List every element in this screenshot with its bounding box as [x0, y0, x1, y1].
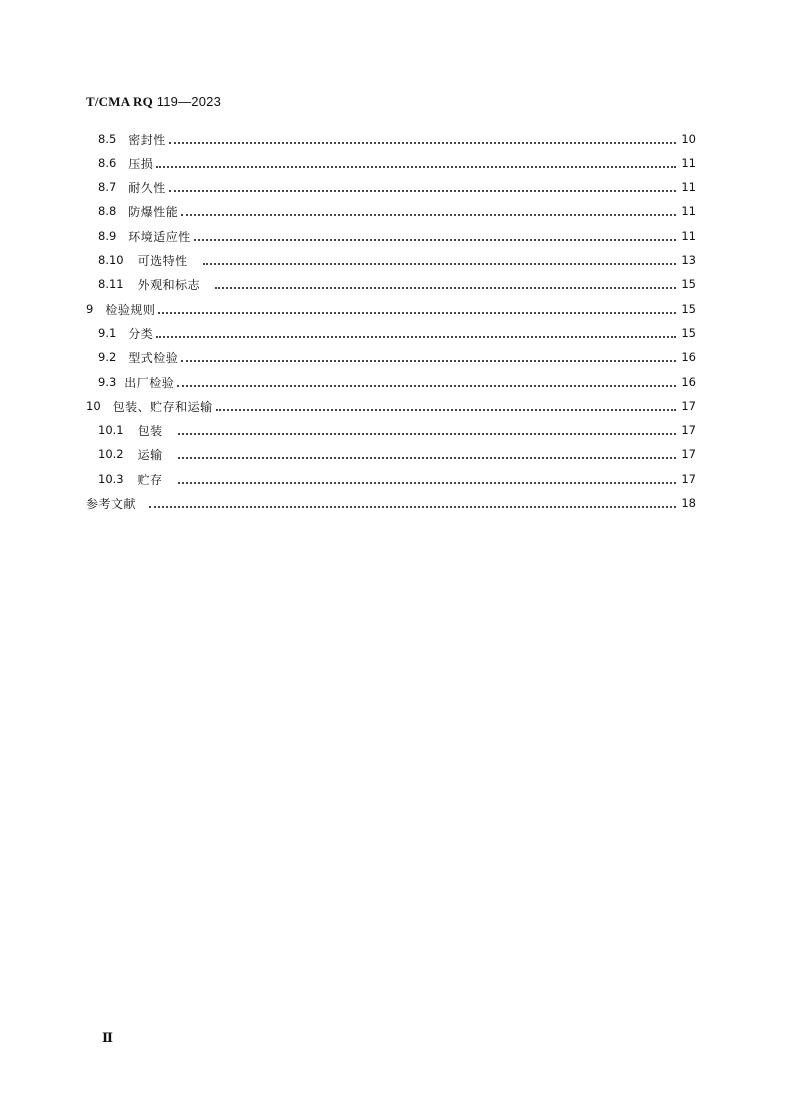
toc-title: 耐久性	[128, 180, 166, 195]
toc-entry-9[interactable]	[86, 299, 696, 319]
toc-entry-8-10[interactable]	[98, 250, 696, 270]
toc-title: 检验规则	[105, 302, 156, 317]
toc-number: 9.2	[98, 350, 117, 364]
toc-number: 8.6	[98, 156, 117, 170]
toc-title: 参考文献	[86, 496, 137, 511]
toc-leader	[158, 311, 676, 314]
document-code-number: 119—2023	[152, 94, 222, 109]
toc-leader	[178, 481, 676, 484]
toc-number: 8.7	[98, 180, 117, 194]
toc-page-number: 11	[681, 204, 696, 218]
toc-number: 10.1	[98, 423, 124, 437]
toc-page-number: 11	[681, 156, 696, 170]
toc-number: 8.8	[98, 204, 117, 218]
toc-entry-8-9[interactable]	[98, 226, 696, 246]
toc-number: 8.5	[98, 132, 117, 146]
toc-entry-10-1[interactable]	[98, 420, 696, 440]
toc-entry-8-7[interactable]	[98, 177, 696, 197]
toc-number: 9	[86, 302, 94, 316]
toc-entry-8-6[interactable]	[98, 153, 696, 173]
toc-number: 8.10	[98, 253, 124, 267]
toc-entry-10-2[interactable]	[98, 444, 696, 464]
toc-entry-bibliography[interactable]	[86, 493, 696, 513]
toc-leader	[178, 432, 676, 435]
toc-number: 10.3	[98, 472, 124, 486]
toc-number: 10	[86, 399, 101, 413]
toc-entry-8-11[interactable]	[98, 274, 696, 294]
toc-page-number: 17	[681, 423, 696, 437]
toc-entry-9-3[interactable]	[98, 372, 696, 392]
toc-title: 压损	[128, 156, 154, 171]
toc-leader	[215, 286, 676, 289]
toc-leader	[216, 408, 676, 411]
toc-page-number: 17	[681, 399, 696, 413]
toc-entry-8-5[interactable]	[98, 129, 696, 149]
toc-entry-10-3[interactable]	[98, 469, 696, 489]
toc-page-number: 15	[681, 277, 696, 291]
toc-number: 8.11	[98, 277, 124, 291]
toc-title: 包装、贮存和运输	[112, 399, 213, 414]
toc-page-number: 16	[681, 375, 696, 389]
toc-title: 贮存	[137, 472, 163, 487]
page-number: Ⅱ	[102, 1030, 113, 1045]
toc-number: 10.2	[98, 447, 124, 461]
toc-page-number: 13	[681, 253, 696, 267]
toc-entry-9-2[interactable]	[98, 347, 696, 367]
toc-leader	[149, 505, 676, 508]
toc-page-number: 15	[681, 326, 696, 340]
toc-page-number: 11	[681, 229, 696, 243]
toc-leader	[169, 189, 676, 192]
toc-page-number: 16	[681, 350, 696, 364]
document-code	[86, 94, 221, 110]
toc-page-number: 15	[681, 302, 696, 316]
toc-leader	[156, 165, 676, 168]
toc-title: 型式检验	[128, 350, 179, 365]
toc-title: 出厂检验	[124, 375, 175, 390]
toc-page-number: 10	[681, 132, 696, 146]
toc-title: 环境适应性	[128, 229, 191, 244]
toc-entry-10[interactable]	[86, 396, 696, 416]
document-code-prefix: T/CMA RQ	[86, 94, 153, 109]
toc-leader	[178, 456, 676, 459]
toc-leader	[203, 262, 676, 265]
toc-entry-8-8[interactable]	[98, 201, 696, 221]
toc-title: 分类	[128, 326, 154, 341]
toc-title: 防爆性能	[128, 204, 179, 219]
toc-page-number: 11	[681, 180, 696, 194]
toc-title: 包装	[137, 423, 163, 438]
toc-entry-9-1[interactable]	[98, 323, 696, 343]
toc-number: 9.1	[98, 326, 117, 340]
toc-page-number: 17	[681, 447, 696, 461]
toc-title: 密封性	[128, 132, 166, 147]
toc-leader	[181, 359, 676, 362]
toc-page-number: 18	[681, 496, 696, 510]
toc-leader	[181, 213, 676, 216]
toc-title: 运输	[137, 447, 163, 462]
toc-leader	[194, 238, 676, 241]
toc-leader	[156, 335, 676, 338]
toc-title: 外观和标志	[137, 277, 201, 292]
toc-title: 可选特性	[137, 253, 188, 268]
toc-leader	[177, 384, 676, 387]
toc-number: 9.3	[98, 375, 117, 389]
toc-number: 8.9	[98, 229, 117, 243]
toc-page-number: 17	[681, 472, 696, 486]
toc-leader	[169, 141, 676, 144]
